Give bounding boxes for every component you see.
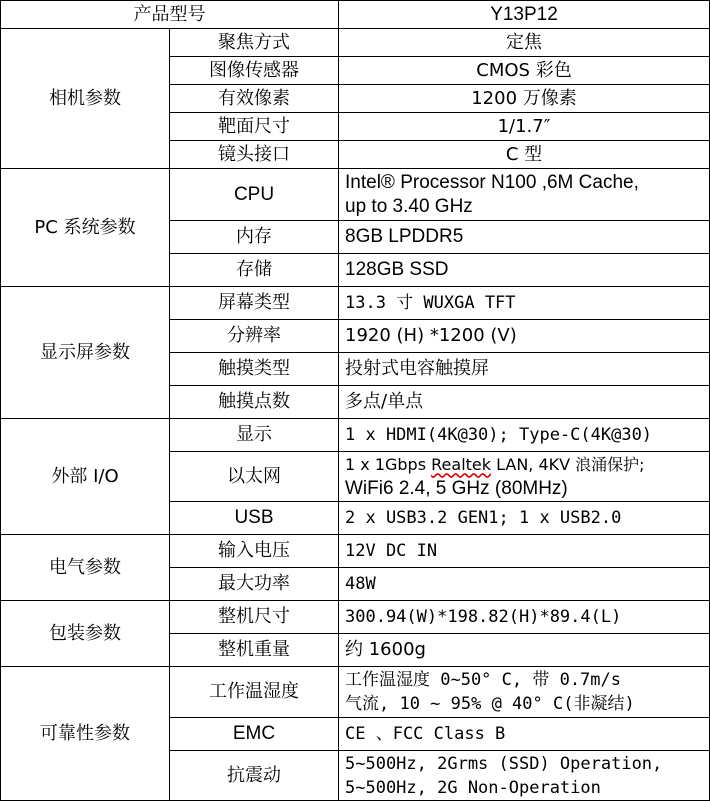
row-label: USB xyxy=(170,502,339,535)
row-value: 投射式电容触摸屏 xyxy=(339,353,710,386)
row-value: 多点/单点 xyxy=(339,386,710,419)
row-label: CPU xyxy=(170,169,339,221)
row-value: 2 x USB3.2 GEN1; 1 x USB2.0 xyxy=(339,502,710,535)
row-label: 存储 xyxy=(170,254,339,287)
group-electrical: 电气参数 xyxy=(1,535,170,601)
group-camera: 相机参数 xyxy=(1,29,170,169)
row-value: 8GB LPDDR5 xyxy=(339,221,710,254)
table-row xyxy=(1,535,710,568)
ethernet-line-1 xyxy=(345,453,703,477)
row-value: C 型 xyxy=(339,141,710,169)
vibration-line-2: 5~500Hz, 2G Non-Operation xyxy=(345,777,601,798)
row-value xyxy=(339,452,710,502)
ethernet-surge: LAN, 4KV 浪涌保护; xyxy=(491,454,645,474)
row-label: 触摸类型 xyxy=(170,353,339,386)
row-label: 触摸点数 xyxy=(170,386,339,419)
row-label: 图像传感器 xyxy=(170,57,339,85)
group-pc: PC 系统参数 xyxy=(1,169,170,287)
row-value: 12V DC IN xyxy=(339,535,710,568)
group-display: 显示屏参数 xyxy=(1,287,170,419)
row-value: 1200 万像素 xyxy=(339,85,710,113)
row-label: 内存 xyxy=(170,221,339,254)
header-row xyxy=(1,1,710,29)
row-label: 镜头接口 xyxy=(170,141,339,169)
row-value: CMOS 彩色 xyxy=(339,57,710,85)
row-value xyxy=(339,667,710,718)
row-label: 分辨率 xyxy=(170,320,339,353)
row-label: 工作温湿度 xyxy=(170,667,339,718)
row-value: 128GB SSD xyxy=(339,254,710,287)
row-value: 300.94(W)*198.82(H)*89.4(L) xyxy=(339,601,710,634)
row-label: 显示 xyxy=(170,419,339,452)
row-label: 输入电压 xyxy=(170,535,339,568)
row-value: 1 x HDMI(4K@30); Type-C(4K@30) xyxy=(339,419,710,452)
table-row xyxy=(1,601,710,634)
table-row xyxy=(1,419,710,452)
temp-line-1: 工作温湿度 0~50° C, 带 0.7m/s xyxy=(345,670,621,690)
table-row xyxy=(1,169,710,221)
row-label: 整机重量 xyxy=(170,634,339,667)
group-packaging: 包装参数 xyxy=(1,601,170,667)
ethernet-speed: 1 x 1Gbps xyxy=(345,454,432,474)
row-value: 13.3 寸 WUXGA TFT xyxy=(339,287,710,320)
row-label: 有效像素 xyxy=(170,85,339,113)
cpu-line-2: up to 3.40 GHz xyxy=(345,195,473,217)
row-label: 最大功率 xyxy=(170,568,339,601)
vibration-line-1: 5~500Hz, 2Grms (SSD) Operation, xyxy=(345,753,663,774)
row-value: 1920 (H) *1200 (V) xyxy=(339,320,710,353)
row-label: 抗震动 xyxy=(170,751,339,801)
row-value: 48W xyxy=(339,568,710,601)
wifi-line: WiFi6 2.4, 5 GHz (80MHz) xyxy=(345,477,568,499)
row-label: 以太网 xyxy=(170,452,339,502)
table-row xyxy=(1,287,710,320)
row-value xyxy=(339,169,710,221)
row-value: 定焦 xyxy=(339,29,710,57)
row-label: EMC xyxy=(170,718,339,751)
row-label: 靶面尺寸 xyxy=(170,113,339,141)
row-label: 整机尺寸 xyxy=(170,601,339,634)
ethernet-vendor: Realtek xyxy=(431,454,492,474)
row-value: 1/1.7″ xyxy=(339,113,710,141)
header-model: Y13P12 xyxy=(339,1,710,29)
row-value: CE 、FCC Class B xyxy=(339,718,710,751)
group-io: 外部 I/O xyxy=(1,419,170,535)
header-label: 产品型号 xyxy=(1,1,339,29)
row-label: 屏幕类型 xyxy=(170,287,339,320)
row-value xyxy=(339,751,710,801)
table-row xyxy=(1,667,710,718)
table-row xyxy=(1,29,710,57)
row-value: 约 1600g xyxy=(339,634,710,667)
group-reliability: 可靠性参数 xyxy=(1,667,170,801)
temp-line-2: 气流, 10 ~ 95% @ 40° C(非凝结) xyxy=(345,694,635,714)
row-label: 聚焦方式 xyxy=(170,29,339,57)
cpu-line-1: Intel® Processor N100 ,6M Cache, xyxy=(345,171,639,193)
